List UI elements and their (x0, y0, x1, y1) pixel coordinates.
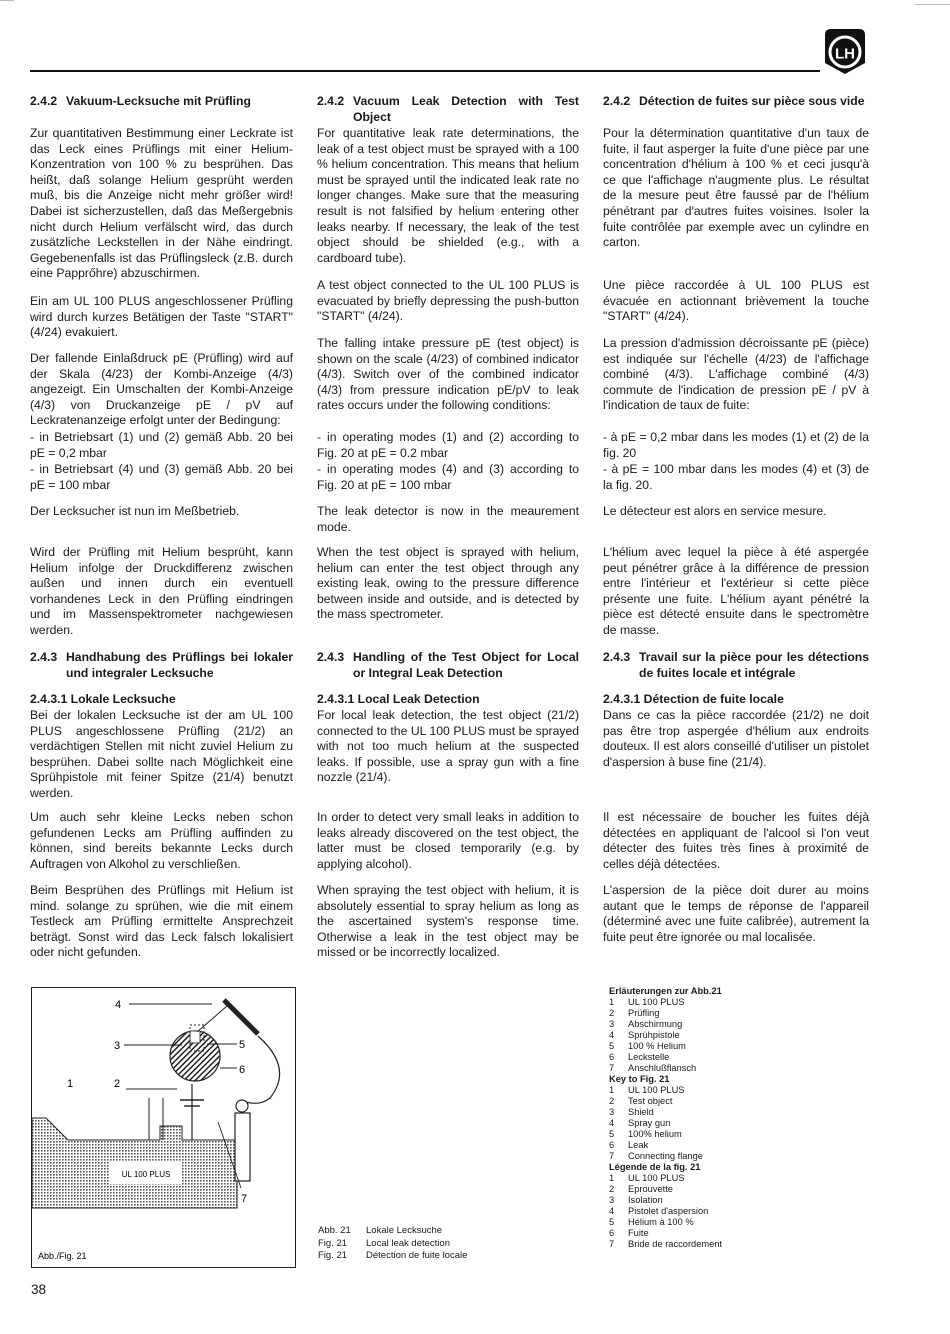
header-rule (30, 70, 820, 72)
callout-2: 2 (114, 1078, 121, 1090)
heading-2-4-2-en: 2.4.2 Vacuum Leak Detection with Test Object (317, 94, 579, 124)
paragraph-2-fr: Une pièce raccordée à UL 100 PLUS est évacuée en actionnant brièvement la touche "START" (4/24). (603, 278, 869, 324)
corner-mark-left (0, 0, 14, 1)
logo-text: LH (835, 45, 855, 63)
corner-mark-right (915, 4, 950, 5)
key-item: 5 Hélium à 100 % (609, 1217, 694, 1227)
callout-6: 6 (239, 1064, 246, 1076)
paragraph-2-de: Ein am UL 100 PLUS angeschlossener Prüfling wird durch kurzes Betätigen der Taste "START" (4/24) evakuiert. (30, 294, 293, 340)
helium-bottle (235, 1113, 250, 1181)
key-item: 6 Leckstelle (609, 1052, 670, 1062)
list-item-1-fr: - à pE = 0,2 mbar dans les modes (1) et (2) de la fig. 20 (603, 430, 869, 460)
key-item: 2 Eprouvette (609, 1184, 673, 1194)
key-heading-fr: Légende de la fig. 21 (609, 1162, 701, 1172)
lh-logo (822, 27, 868, 75)
key-item: 1 UL 100 PLUS (609, 997, 685, 1007)
figure-key (609, 986, 722, 1250)
paragraph-2-en: A test object connected to the UL 100 PLUS is evacuated by briefly depressing the push-button "START" (4/24). (317, 278, 579, 324)
figure-corner-label: Abb./Fig. 21 (38, 1251, 87, 1261)
paragraph-1-en: For quantitative leak rate determinations, the leak of a test object must be sprayed with a 100 % helium concentration. This means that helium must be sprayed until the indicated leak rate no longer changes. Make sure that the measuring result is not falsified by helium entering other leaks nearby. If necessary, the leak of the test object should be shielded (e.g., with a cardboard tube). (317, 126, 579, 265)
heading-2-4-3-1-de: 2.4.3.1 Lokale Lecksuche (30, 692, 176, 706)
key-item: 3 Isolation (609, 1195, 663, 1205)
paragraph-5-de: Wird der Prüfling mit Helium besprüht, kann Helium infolge der Druckdifferenz zwischen außen und innen durch ein eventuell vorhandenes Leck in den Prüfling eindringen und im Massenspektrometer nachgewiesen werden. (30, 545, 293, 637)
spray-gun (224, 1000, 258, 1034)
list-item-1-de: - in Betriebsart (1) und (2) gemäß Abb. 20 bei pE = 0,2 mbar (30, 430, 293, 460)
key-item: 5 100% helium (609, 1129, 682, 1139)
callout-7: 7 (241, 1193, 248, 1205)
key-item: 7 Bride de raccordement (609, 1239, 723, 1249)
paragraph-8-fr: L'aspersion de la pièce doit durer au moins autant que le temps de réponse de l'appareil (déterminé avec une fuite calibrée), autrement la fuite peut être ignorée ou mal localisée. (603, 883, 869, 944)
heading-2-4-2-fr: 2.4.2 Détection de fuites sur pièce sous vide (603, 94, 865, 108)
caption-en: Fig. 21 Local leak detection (318, 1237, 450, 1249)
callout-5: 5 (239, 1039, 246, 1051)
key-item: 2 Prüfling (609, 1008, 660, 1018)
key-heading-en: Key to Fig. 21 (609, 1074, 670, 1084)
paragraph-5-en: When the test object is sprayed with helium, helium can enter the test object through any existing leak, owing to the pressure difference between inside and outside, and is detected by the mass spectrometer. (317, 545, 579, 622)
key-item: 5 100 % Helium (609, 1041, 686, 1051)
callout-1: 1 (67, 1078, 74, 1090)
callout-4: 4 (115, 999, 122, 1011)
paragraph-7-de: Um auch sehr kleine Lecks neben schon gefundenen Lecks am Prüfling auffinden zu können, sind bereits bekannte Lecks durch Auftragen von Alkohol zu verschließen. (30, 810, 293, 871)
heading-2-4-3-en: 2.4.3 Handling of the Test Object for Local or Integral Leak Detection (317, 650, 579, 680)
paragraph-3-fr: La pression d'admission décroissante pE (pièce) est indiquée sur l'échelle (4/23) de l'affichage combiné (4/3). L'affichage combiné (4/3) commute de l'indication de pression pE / pV à l'indication de taux de fuite: (603, 336, 869, 413)
list-item-2-de: - in Betriebsart (4) und (3) gemäß Abb. 20 bei pE = 100 mbar (30, 462, 293, 492)
key-item: 6 Leak (609, 1140, 649, 1150)
paragraph-7-fr: Il est nécessaire de boucher les fuites déjà détectées en appliquant de l'alcool si l'on veut détecter des fuites très fines à proximité de celles déjà détectées. (603, 810, 869, 871)
list-item-2-en: - in operating modes (4) and (3) according to Fig. 20 at pE = 100 mbar (317, 462, 579, 492)
paragraph-8-en: When spraying the test object with helium, it is absolutely essential to spray helium as long as the ascertained system's response time. Otherwise a leak in the test object may be missed or be incorrectly localized. (317, 883, 579, 960)
key-heading-de: Erläuterungen zur Abb.21 (609, 986, 722, 996)
key-item: 1 UL 100 PLUS (609, 1085, 685, 1095)
paragraph-4-en: The leak detector is now in the meaurement mode. (317, 504, 579, 534)
key-item: 4 Spray gun (609, 1118, 671, 1128)
caption-de: Abb. 21 Lokale Lecksuche (318, 1225, 443, 1236)
key-item: 6 Fuite (609, 1228, 649, 1238)
heading-2-4-3-1-fr: 2.4.3.1 Détection de fuite locale (603, 692, 784, 706)
paragraph-7-en: In order to detect very small leaks in addition to leaks already discovered on the test object, the latter must be closed temporarily (e.g. by applying alcohol). (317, 810, 579, 871)
key-item: 7 Connecting flange (609, 1151, 703, 1161)
paragraph-6-de: Bei der lokalen Lecksuche ist der am UL 100 PLUS angeschlossene Prüfling (21/2) an verdächtigen Stellen mit nicht zuviel Helium zu besprühen. Dabei sollte nach Möglichkeit eine Sprühpistole mit feiner Spitze (21/4) benutzt werden. (30, 708, 293, 800)
paragraph-6-fr: Dans ce cas la pièce raccordée (21/2) ne doit pas être trop aspergée d'hélium aux endroits douteux. Il est alors conseillé d'utiliser un pistolet d'aspersion à buse fine (21/4). (603, 708, 869, 769)
heading-2-4-3-1-en: 2.4.3.1 Local Leak Detection (317, 692, 480, 706)
list-item-2-fr: - à pE = 100 mbar dans les modes (4) et (3) de la fig. 20. (603, 462, 869, 492)
heading-2-4-3-de: 2.4.3 Handhabung des Prüflings bei lokaler und integraler Lecksuche (30, 650, 293, 680)
paragraph-4-de: Der Lecksucher ist nun im Meßbetrieb. (30, 504, 240, 518)
key-item: 2 Test object (609, 1096, 673, 1106)
key-item: 4 Pistolet d'aspersion (609, 1206, 709, 1216)
leak-detection-diagram (32, 988, 295, 1267)
key-item: 3 Abschirmung (609, 1019, 683, 1029)
callout-3: 3 (114, 1040, 121, 1052)
key-item: 4 Sprühpistole (609, 1030, 680, 1040)
paragraph-1-de: Zur quantitativen Bestimmung einer Leckrate ist das Leck eines Prüflings mit einer Helium-Konzentration von 100 % zu besprühen. Das heißt, daß solange Helium gesprüht werden muß, bis die Anzeige nicht mehr größer wird! Dabei ist sicherzustellen, daß das Meßergebnis nicht durch Helium verfälscht wird, das durch zusätzliche Leckstellen in der Nähe eindringt. Gegebenenfalls ist das Prüflingsleck (z.B. durch eine Papprőhre) abzuschirmen. (30, 126, 293, 281)
paragraph-3-en: The falling intake pressure pE (test object) is shown on the scale (4/23) of combined indicator (4/3). Switch over of the combined indicator (4/3) from pressure indication pE/pV to leak rates occurs under the following conditions: (317, 336, 579, 413)
key-item: 7 Anschlußflansch (609, 1063, 697, 1073)
figure-caption (318, 1225, 467, 1263)
key-item: 3 Shield (609, 1107, 654, 1117)
paragraph-5-fr: L'hélium avec lequel la pièce à été aspergée peut pénétrer grâce à la différence de pression entre l'intérieur et l'extérieur si cette pièce présente une fuite. L'hélium ayant pénétré la pièce est détecté ensuite dans le spectromètre de masse. (603, 545, 869, 637)
paragraph-4-fr: Le détecteur est alors en service mesure. (603, 504, 827, 518)
figure-21 (31, 987, 296, 1268)
page-number: 38 (31, 1282, 47, 1297)
heading-2-4-3-fr: 2.4.3 Travail sur la pièce pour les détections de fuites locale et intégrale (603, 650, 869, 680)
caption-fr: Fig. 21 Détection de fuite locale (318, 1250, 468, 1261)
helium-hose (246, 1036, 280, 1103)
paragraph-1-fr: Pour la détermination quantitative d'un taux de fuite, il faut asperger la fuite d'une pièce par une concentration d'hélium à 100 % et ceci jusqu'à ce que l'affichage n'augmente plus. Le résultat de la mesure peut être faussé par de l'hélium pénétrant par d'autres fuites voisines. Isoler la fuite contrôlée par exemple avec un cylindre en carton. (603, 126, 869, 250)
paragraph-8-de: Beim Besprühen des Prüflings mit Helium ist mind. solange zu sprühen, wie die mit einem Testleck am Prüfling ermittelte Ansprechzeit beträgt. Sonst wird das Leck falsch lokalisiert oder nicht gefunden. (30, 883, 293, 960)
paragraph-6-en: For local leak detection, the test object (21/2) connected to the UL 100 PLUS must be sprayed with not too much helium at the suspected leaks. If possible, use a spray gun with a fine nozzle (21/4). (317, 708, 579, 785)
device-label: UL 100 PLUS (121, 1170, 171, 1179)
paragraph-3-de: Der fallende Einlaßdruck pE (Prüfling) wird auf der Skala (4/23) der Kombi-Anzeige (4/3) angezeigt. Ein Umschalten der Kombi-Anzeige (4/3) von Druckanzeige pE / pV auf Leckratenanzeige erfolgt unter der Bedingung: (30, 351, 293, 428)
list-item-1-en: - in operating modes (1) and (2) according to Fig. 20 at pE = 0.2 mbar (317, 430, 579, 460)
key-item: 1 UL 100 PLUS (609, 1173, 685, 1183)
heading-2-4-2-de: 2.4.2 Vakuum-Lecksuche mit Prüfling (30, 94, 251, 108)
